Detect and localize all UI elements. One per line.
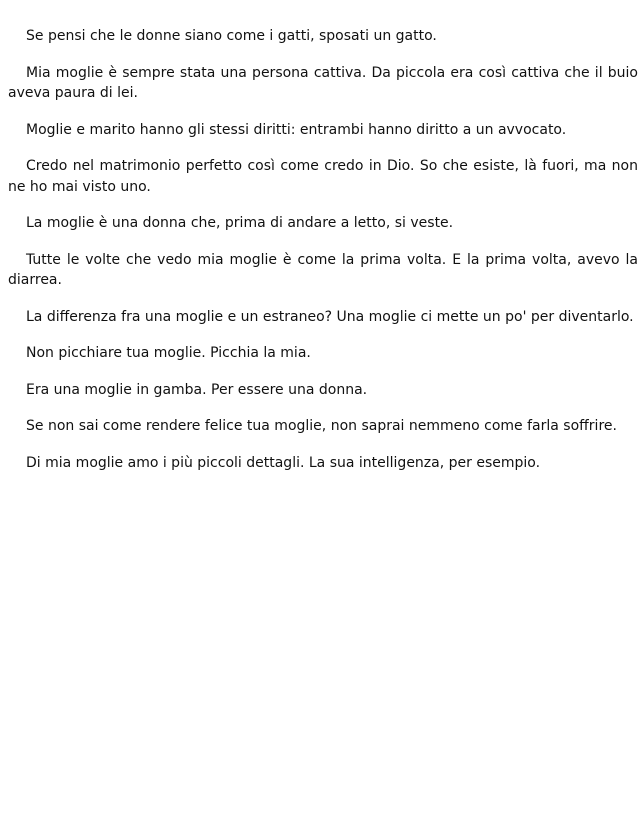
paragraph-11: Di mia moglie amo i più piccoli dettagli. La sua intelligenza, per esempio. [26,454,541,471]
paragraph-7: La differenza fra una moglie e un estraneo? Una moglie ci mette un po' per diventarlo. [26,308,634,325]
paragraph-2: Mia moglie è sempre stata una persona cattiva. Da piccola era così cattiva che il buio aveva paura di lei. [8,64,638,101]
paragraph-9: Era una moglie in gamba. Per essere una donna. [26,381,368,398]
paragraph-3: Moglie e marito hanno gli stessi diritti: entrambi hanno diritto a un avvocato. [26,121,567,138]
paragraph-6: Tutte le volte che vedo mia moglie è come la prima volta. E la prima volta, avevo la diarrea. [8,251,638,288]
document-page [8,26,638,489]
paragraph-4: Credo nel matrimonio perfetto così come credo in Dio. So che esiste, là fuori, ma non ne ho mai visto uno. [8,158,638,195]
paragraph-1: Se pensi che le donne siano come i gatti, sposati un gatto. [26,28,437,44]
paragraph-10: Se non sai come rendere felice tua moglie, non saprai nemmeno come farla soffrire. [26,418,617,434]
paragraph-5: La moglie è una donna che, prima di andare a letto, si veste. [26,215,454,231]
paragraph-8: Non picchiare tua moglie. Picchia la mia. [26,345,311,361]
